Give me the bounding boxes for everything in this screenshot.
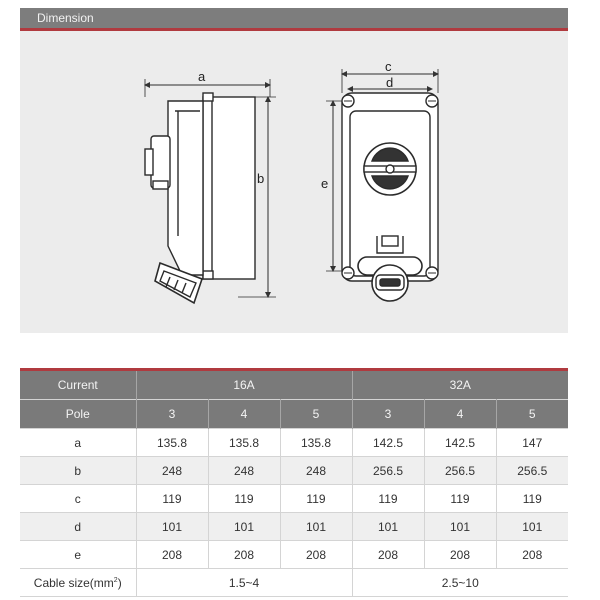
label-a: a bbox=[198, 69, 206, 84]
value-cell: 119 bbox=[424, 485, 496, 513]
value-cell: 208 bbox=[280, 541, 352, 569]
front-view bbox=[326, 69, 438, 301]
cable-size-label: Cable $size(mm^2)$ bbox=[20, 569, 136, 597]
value-cell: 135.8 bbox=[208, 429, 280, 457]
value-cell: 208 bbox=[352, 541, 424, 569]
row-label: c bbox=[20, 485, 136, 513]
value-cell: 101 bbox=[424, 513, 496, 541]
value-cell: 208 bbox=[496, 541, 568, 569]
label-d: d bbox=[386, 75, 394, 90]
value-cell: 101 bbox=[208, 513, 280, 541]
pole-cell: 5 bbox=[280, 400, 352, 429]
label-c: c bbox=[385, 59, 392, 74]
value-cell: 119 bbox=[496, 485, 568, 513]
row-label: a bbox=[20, 429, 136, 457]
cable-size-16a: 1.5~4 bbox=[136, 569, 352, 597]
cable-size-32a: 2.5~10 bbox=[352, 569, 568, 597]
pole-cell: 4 bbox=[208, 400, 280, 429]
value-cell: 208 bbox=[424, 541, 496, 569]
table-row bbox=[20, 429, 568, 457]
value-cell: 256.5 bbox=[352, 457, 424, 485]
table-row bbox=[20, 513, 568, 541]
value-cell: 119 bbox=[208, 485, 280, 513]
table-header-pole bbox=[20, 400, 568, 429]
row-label: e bbox=[20, 541, 136, 569]
dimension-header bbox=[20, 8, 568, 31]
row-label: d bbox=[20, 513, 136, 541]
row-label: b bbox=[20, 457, 136, 485]
value-cell: 248 bbox=[280, 457, 352, 485]
value-cell: 248 bbox=[136, 457, 208, 485]
value-cell: 101 bbox=[496, 513, 568, 541]
group-32a: 32A bbox=[352, 370, 568, 400]
pole-label: Pole bbox=[20, 400, 136, 429]
value-cell: 101 bbox=[352, 513, 424, 541]
value-cell: 135.8 bbox=[280, 429, 352, 457]
value-cell: 147 bbox=[496, 429, 568, 457]
value-cell: 119 bbox=[280, 485, 352, 513]
table-row bbox=[20, 457, 568, 485]
pole-cell: 5 bbox=[496, 400, 568, 429]
value-cell: 142.5 bbox=[352, 429, 424, 457]
value-cell: 135.8 bbox=[136, 429, 208, 457]
technical-drawing bbox=[20, 31, 568, 333]
value-cell: 248 bbox=[208, 457, 280, 485]
label-e: e bbox=[321, 176, 329, 191]
pole-cell: 3 bbox=[352, 400, 424, 429]
table-row bbox=[20, 541, 568, 569]
value-cell: 101 bbox=[280, 513, 352, 541]
pole-cell: 3 bbox=[136, 400, 208, 429]
table-row bbox=[20, 485, 568, 513]
value-cell: 119 bbox=[352, 485, 424, 513]
table-header-current bbox=[20, 370, 568, 400]
value-cell: 101 bbox=[136, 513, 208, 541]
current-label: Current bbox=[20, 370, 136, 400]
dimension-table bbox=[20, 368, 568, 597]
side-view bbox=[145, 79, 276, 303]
label-b: b bbox=[257, 171, 265, 186]
value-cell: 256.5 bbox=[424, 457, 496, 485]
value-cell: 142.5 bbox=[424, 429, 496, 457]
dimension-drawing-panel bbox=[20, 31, 568, 333]
value-cell: 208 bbox=[208, 541, 280, 569]
table-row-cable-size bbox=[20, 569, 568, 597]
dimension-title: Dimension bbox=[37, 11, 94, 25]
group-16a: 16A bbox=[136, 370, 352, 400]
value-cell: 119 bbox=[136, 485, 208, 513]
value-cell: 256.5 bbox=[496, 457, 568, 485]
value-cell: 208 bbox=[136, 541, 208, 569]
pole-cell: 4 bbox=[424, 400, 496, 429]
